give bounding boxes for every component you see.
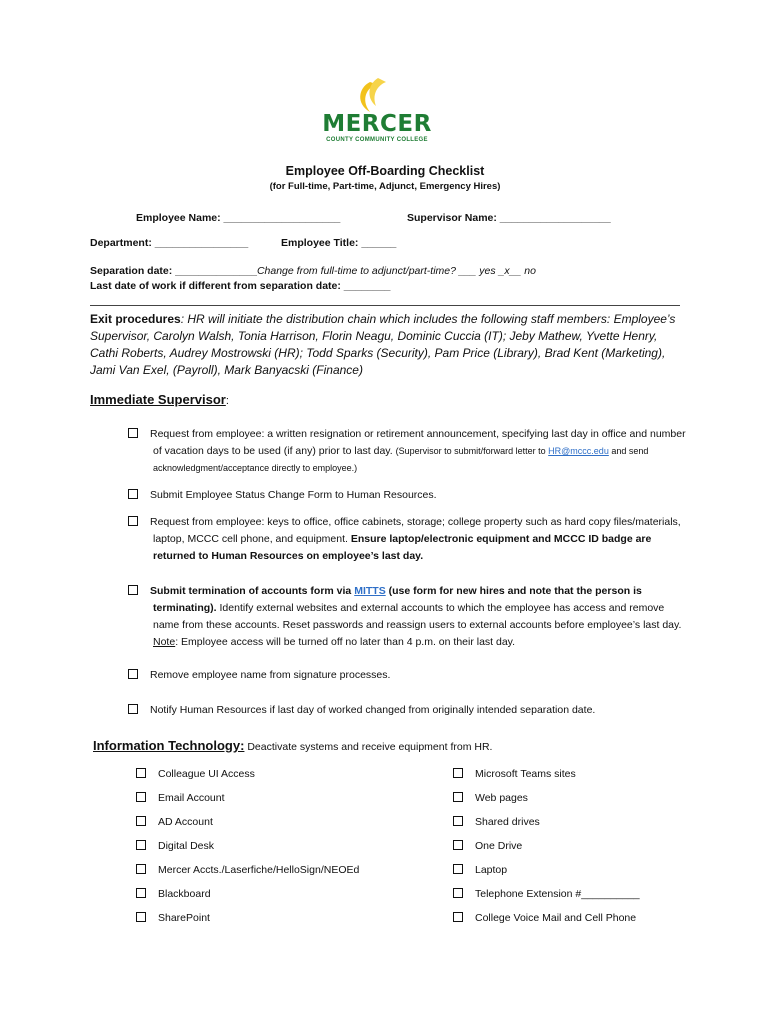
item-text: Request from employee: a written resignation or retirement announcement, specifying last day in office and number of vacation days to be used (if any) prior to last day.	[150, 428, 686, 457]
logo-wordmark: MERCER	[322, 111, 432, 137]
separation-date-line	[90, 264, 536, 278]
checklist-item-keys	[128, 514, 688, 565]
item-bold-text: Submit termination of accounts form via	[150, 585, 355, 597]
page-title: Employee Off-Boarding Checklist	[285, 164, 485, 178]
it-item-label: Shared drives	[475, 816, 540, 828]
checkbox[interactable]	[453, 912, 463, 922]
it-item-label: Digital Desk	[158, 840, 215, 852]
it-checklist-item	[453, 887, 640, 911]
department-field: Department: ________________	[90, 237, 249, 249]
checklist-item-notify-hr	[128, 702, 688, 719]
separation-date-field: Separation date: ______________	[90, 265, 257, 277]
checkbox[interactable]	[136, 912, 146, 922]
checkbox[interactable]	[453, 792, 463, 802]
supervisor-heading-row	[90, 391, 229, 409]
it-item-label: AD Account	[158, 816, 213, 828]
item-note-end: and send acknowledgment/acceptance directly to employee.)	[153, 446, 649, 473]
supervisor-heading-colon: :	[225, 395, 229, 407]
supervisor-name-field: Supervisor Name: ___________________	[407, 212, 611, 224]
checkbox[interactable]	[128, 585, 138, 595]
item-text: Request from employee: keys to office, office cabinets, storage; college property such as hard copy files/materials, laptop, MCCC cell phone, and equipment.	[150, 516, 681, 545]
exit-procedures-text: : HR will initiate the distribution chain which includes the following staff members: Employee’s Supervisor, Carolyn Walsh, Tonia Harrison, Florin Neagu, Dominic Cuccia (IT); Jeby Mathew, Yvette Henry, Cathi Roberts, Audrey Mostrowski (HR); Todd Sparks (Security), Pam Price (Library), Brad Kent (Marketing), Jami Van Exel, (Payroll), Mark Banyacski (Finance)	[90, 312, 676, 377]
it-checklist-item	[136, 791, 359, 815]
item-text: Remove employee name from signature processes.	[150, 669, 391, 681]
it-checklist-item	[136, 911, 359, 935]
it-checklist-item	[136, 839, 359, 863]
it-heading-row	[93, 737, 492, 755]
it-checklist-item	[453, 911, 640, 935]
it-left-column	[136, 767, 359, 935]
checkbox[interactable]	[453, 888, 463, 898]
item-note: (Supervisor to submit/forward letter to	[395, 446, 549, 456]
it-checklist-item	[453, 767, 640, 791]
it-item-label: Microsoft Teams sites	[475, 768, 576, 780]
checkbox[interactable]	[453, 840, 463, 850]
checklist-item-termination	[128, 583, 688, 651]
it-item-label: SharePoint	[158, 912, 210, 924]
item-text: Submit Employee Status Change Form to Human Resources.	[150, 489, 437, 501]
it-item-label: College Voice Mail and Cell Phone	[475, 912, 637, 924]
hr-email-link[interactable]: HR@mccc.edu	[548, 446, 609, 456]
logo-subtitle: COUNTY COMMUNITY COLLEGE	[326, 137, 428, 143]
checkbox[interactable]	[453, 864, 463, 874]
checkbox[interactable]	[136, 888, 146, 898]
it-checklist-item	[453, 863, 640, 887]
it-checklist-item	[453, 815, 640, 839]
it-item-label: Laptop	[475, 864, 508, 876]
supervisor-heading: Immediate Supervisor	[90, 392, 226, 407]
checkbox[interactable]	[128, 516, 138, 526]
checkbox[interactable]	[136, 864, 146, 874]
it-item-label: Blackboard	[158, 888, 211, 900]
checkbox[interactable]	[136, 792, 146, 802]
it-checklist-item	[136, 767, 359, 791]
it-item-label: Web pages	[475, 792, 528, 804]
item-bold-text-b: (use form for new hires and note that the person is terminating).	[153, 585, 642, 614]
checkbox[interactable]	[136, 768, 146, 778]
it-intro: Deactivate systems and receive equipment from HR.	[244, 741, 493, 753]
checkbox[interactable]	[453, 816, 463, 826]
exit-procedures	[90, 311, 680, 379]
employee-name-field: Employee Name: ____________________	[136, 212, 341, 224]
checkbox[interactable]	[128, 669, 138, 679]
item-text: Notify Human Resources if last day of worked changed from originally intended separation date.	[150, 704, 596, 716]
exit-procedures-label: Exit procedures	[90, 312, 181, 326]
it-checklist-item	[136, 887, 359, 911]
checkbox[interactable]	[453, 768, 463, 778]
it-heading: Information Technology:	[93, 738, 245, 753]
checklist-item-resignation	[128, 426, 688, 477]
note-label: Note	[153, 636, 176, 648]
item-text-end: : Employee access will be turned off no later than 4 p.m. on their last day.	[175, 636, 516, 648]
it-checklist-item	[453, 839, 640, 863]
checklist-item-status-change	[128, 487, 688, 504]
last-date-field: Last date of work if different from separation date: ________	[90, 280, 391, 292]
it-item-label: Colleague UI Access	[158, 768, 255, 780]
item-text: Identify external websites and external accounts to which the employee has access and remove name from these accounts. Reset passwords and reassign users to external accounts before employee’s last day.	[153, 602, 682, 631]
it-item-label: Mercer Accts./Laserfiche/HelloSign/NEOEd	[158, 864, 360, 876]
change-status-question: Change from full-time to adjunct/part-time? ___ yes _x__ no	[256, 265, 536, 277]
it-right-column	[453, 767, 640, 935]
it-item-label: Email Account	[158, 792, 225, 804]
checkbox[interactable]	[136, 816, 146, 826]
it-checklist-item	[453, 791, 640, 815]
it-item-label: Telephone Extension #__________	[475, 888, 640, 900]
checkbox[interactable]	[128, 704, 138, 714]
it-checklist-item	[136, 815, 359, 839]
checkbox[interactable]	[136, 840, 146, 850]
checkbox[interactable]	[128, 489, 138, 499]
checklist-item-signature	[128, 667, 688, 684]
employee-title-field: Employee Title: ______	[281, 237, 397, 249]
it-item-label: One Drive	[475, 840, 523, 852]
divider	[90, 305, 680, 306]
checkbox[interactable]	[128, 428, 138, 438]
mitts-link[interactable]: MITTS	[354, 585, 386, 597]
item-bold-text: Ensure laptop/electronic equipment and MCCC ID badge are returned to Human Resources on employee’s last day.	[153, 533, 652, 562]
page-subtitle: (for Full-time, Part-time, Adjunct, Emergency Hires)	[269, 181, 501, 192]
it-checklist-item	[136, 863, 359, 887]
